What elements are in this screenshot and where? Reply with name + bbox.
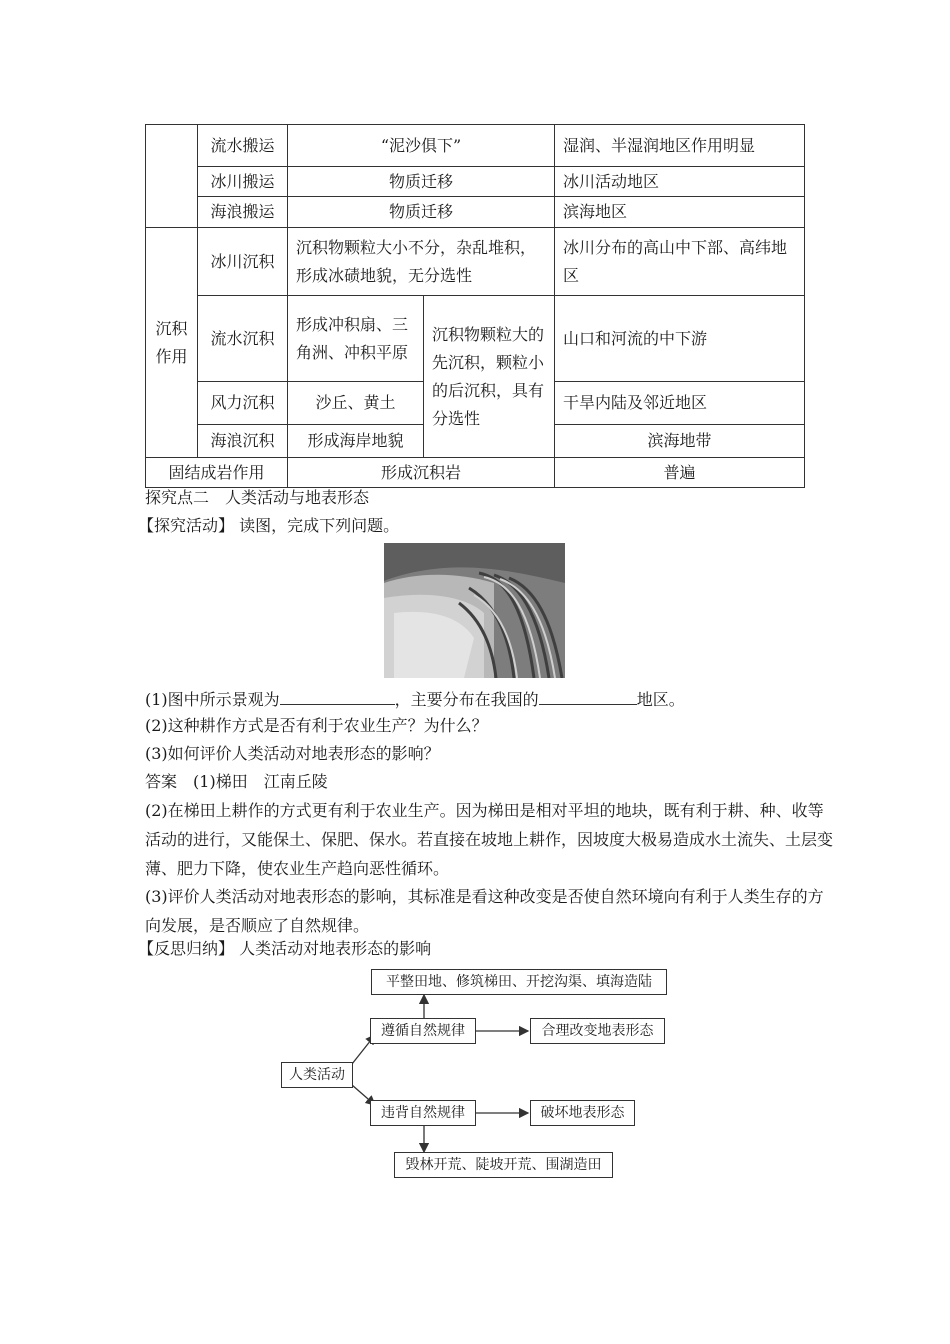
- activity-tag: 【探究活动】: [138, 516, 235, 535]
- table-cell-region: 冰川活动地区: [555, 167, 805, 197]
- table-cell-region: 冰川分布的高山中下部、高纬地区: [555, 228, 805, 296]
- answer-1: (1)梯田 江南丘陵: [193, 772, 328, 791]
- human-activity-box: 人类活动: [281, 1062, 353, 1088]
- table-cell-landform: 形成海岸地貌: [288, 425, 424, 458]
- section-title: 探究点二 人类活动与地表形态: [145, 488, 370, 507]
- follow-examples-box: 平整田地、修筑梯田、开挖沟渠、填海造陆: [371, 969, 667, 995]
- table-cell-region: 滨海地带: [555, 425, 805, 458]
- violate-rules-box: 违背自然规律: [370, 1100, 476, 1126]
- table-cell-feature: 物质迁移: [288, 167, 555, 197]
- question-3: (3)如何评价人类活动对地表形态的影响？: [145, 744, 440, 763]
- destroy-landform-box: 破坏地表形态: [530, 1100, 635, 1126]
- answer-2: (2)在梯田上耕作的方式更有利于农业生产。因为梯田是相对平坦的地块，既有利于耕、种、收等活动的进行，又能保土、保肥、保水。若直接在坡地上耕作，因坡度大极易造成水土流失、土层变薄、肥力下降，使农业生产趋向恶性循环。: [145, 801, 834, 878]
- table-cell-region: 湿润、半湿润地区作用明显: [555, 125, 805, 167]
- reasonable-change-box: 合理改变地表形态: [530, 1018, 665, 1044]
- follow-rules-box: 遵循自然规律: [370, 1018, 476, 1044]
- table-cell-region: 山口和河流的中下游: [555, 296, 805, 382]
- table-cell-landform: 形成冲积扇、三角洲、冲积平原: [288, 296, 424, 382]
- table-cell-process: 冰川搬运: [198, 167, 288, 197]
- table-cell-region: 普遍: [555, 458, 805, 488]
- violate-examples-box: 毁林开荒、陡坡开荒、围湖造田: [394, 1152, 613, 1178]
- activity-text: 读图，完成下列问题。: [239, 516, 400, 535]
- table-cell-landform: 沙丘、黄土: [288, 382, 424, 425]
- table-group-cell: 沉积作用: [146, 228, 198, 458]
- table-cell-sorting-feature: 沉积物颗粒大的先沉积，颗粒小的后沉积，具有分选性: [424, 296, 555, 458]
- table-cell-process: 海浪沉积: [198, 425, 288, 458]
- table-cell-feature: 沉积物颗粒大小不分，杂乱堆积，形成冰碛地貌，无分选性: [288, 228, 555, 296]
- question-1-text-c: 地区。: [636, 690, 685, 709]
- table-cell-process: 固结成岩作用: [146, 458, 288, 488]
- table-cell-process: 流水搬运: [198, 125, 288, 167]
- question-2: (2)这种耕作方式是否有利于农业生产？为什么？: [145, 716, 488, 735]
- answer-3: (3)评价人类活动对地表形态的影响，其标准是看这种改变是否使自然环境向有利于人类生存的方向发展，是否顺应了自然规律。: [145, 887, 824, 935]
- table-cell-region: 干旱内陆及邻近地区: [555, 382, 805, 425]
- question-1-text-a: (1)图中所示景观为: [145, 690, 280, 709]
- table-cell-process: 风力沉积: [198, 382, 288, 425]
- table-cell-feature: “泥沙俱下”: [288, 125, 555, 167]
- question-1-text-b: ，主要分布在我国的: [394, 690, 539, 709]
- table-cell-feature: 物质迁移: [288, 197, 555, 228]
- table-cell-process: 海浪搬运: [198, 197, 288, 228]
- table-cell-region: 滨海地区: [555, 197, 805, 228]
- table-cell-feature: 形成沉积岩: [288, 458, 555, 488]
- reflect-tag: 【反思归纳】: [138, 939, 235, 958]
- table-cell-process: 冰川沉积: [198, 228, 288, 296]
- reflect-text: 人类活动对地表形态的影响: [239, 939, 432, 958]
- table-cell-process: 流水沉积: [198, 296, 288, 382]
- answer-label: 答案: [145, 772, 178, 791]
